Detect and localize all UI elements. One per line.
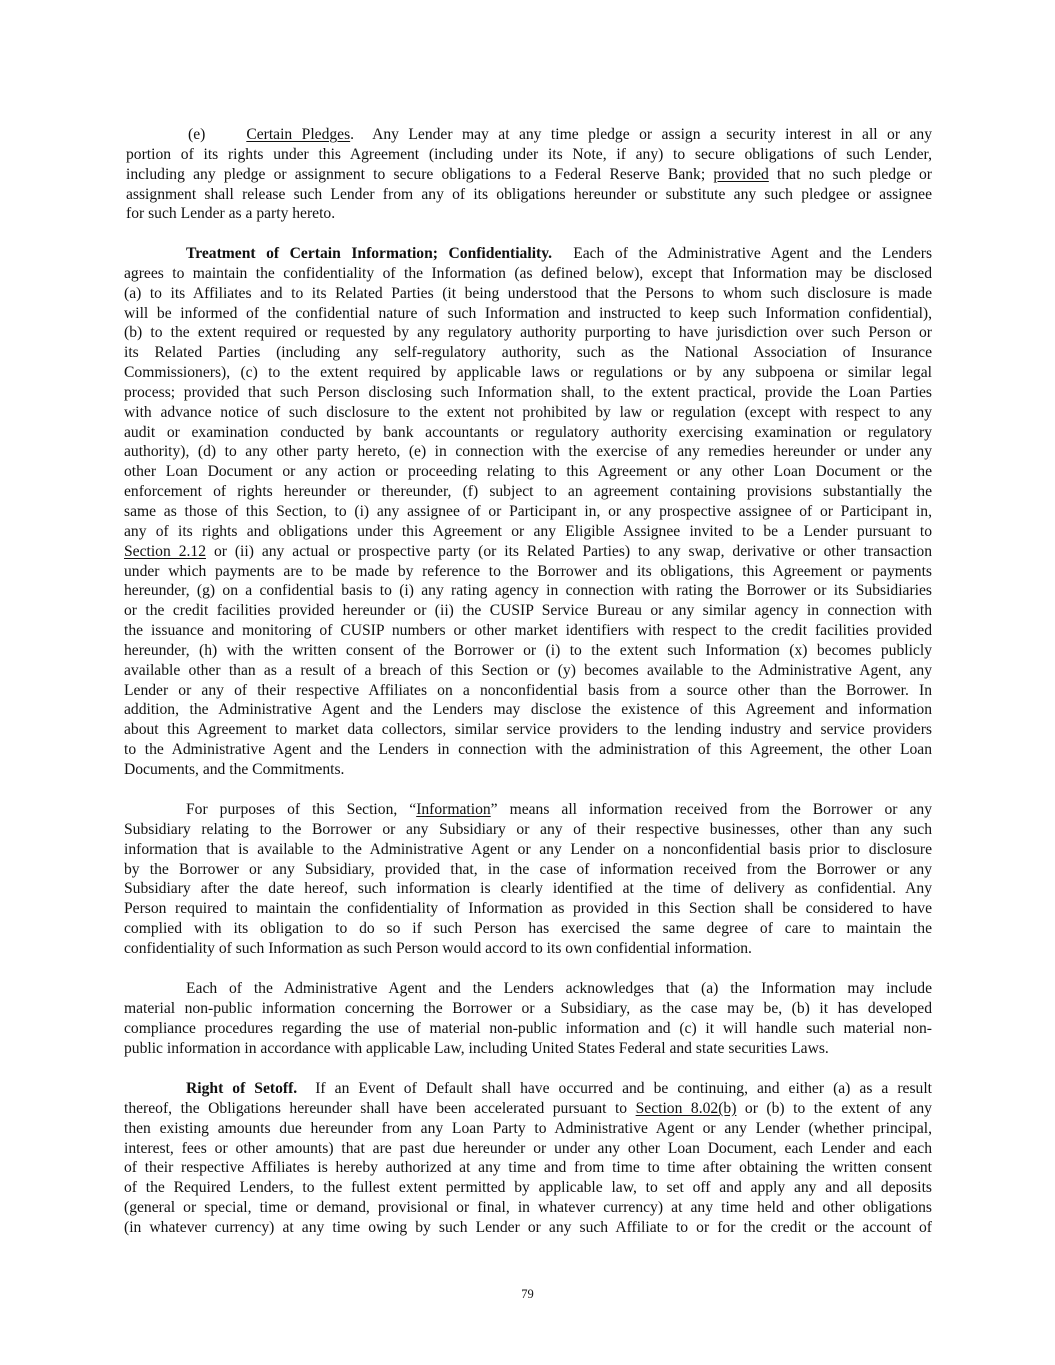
paragraph-right-of-setoff bbox=[124, 1079, 932, 1238]
text-line: (general or special, time or demand, provisional or final, in whatever currency) at any time held and other obligations bbox=[124, 1199, 932, 1217]
text-line: the issuance and monitoring of CUSIP numbers or other market identifiers with respect to the credit facilities provided bbox=[124, 622, 932, 640]
text-line: or the credit facilities provided hereunder or (ii) the CUSIP Service Bureau or any similar agency in connection with bbox=[124, 602, 932, 620]
paragraph-mnpi-acknowledgement bbox=[124, 979, 932, 1058]
text-span: that no such pledge or bbox=[777, 165, 932, 183]
defined-term-information: Information bbox=[416, 801, 491, 818]
text-span: or (b) to the extent of any bbox=[744, 1099, 932, 1117]
text-line: to the Administrative Agent and the Lenders in connection with the administration of this Agreement, the other Loan bbox=[124, 741, 932, 759]
text-line: (e) Certain Pledges. Any Lender may at any time pledge or assign a security interest in all or any bbox=[188, 126, 932, 143]
text-line: information that is available to the Administrative Agent or any Lender on a nonconfidential basis prior to disclosure bbox=[124, 840, 932, 858]
paragraph-certain-pledges bbox=[126, 125, 932, 224]
text-line: compliance procedures regarding the use of material non-public information and (c) it will handle such material non- bbox=[124, 1019, 932, 1037]
text-line: then existing amounts due hereunder from any Loan Party to Administrative Agent or any Lender (whether principal, bbox=[124, 1119, 932, 1137]
text-line: about this Agreement to market data collectors, similar service providers to the lending industry and service providers bbox=[124, 721, 932, 739]
text-span: or (ii) any actual or prospective party (or its Related Parties) to any swap, derivative or other transaction bbox=[213, 542, 932, 560]
text-span: If an Event of Default shall have occurred and be continuing, and either (a) as a result bbox=[315, 1080, 933, 1097]
text-line bbox=[124, 979, 932, 999]
text-line: confidentiality of such Information as such Person would accord to its own confidential information. bbox=[124, 939, 752, 957]
paragraph-confidentiality bbox=[124, 244, 932, 780]
text-line: (in whatever currency) at any time owing by such Lender or any such Affiliate to or for the credit or the account of bbox=[124, 1218, 932, 1236]
section-reference-link[interactable]: Section 2.12 bbox=[124, 542, 206, 560]
clause-label: (e) bbox=[188, 126, 206, 143]
text-line: its Related Parties (including any self-regulatory authority, such as the National Association of Insurance bbox=[124, 344, 932, 362]
section-heading: Treatment of Certain Information; Confidentiality. bbox=[186, 245, 553, 262]
text-line: audit or examination conducted by bank accountants or regulatory authority exercising examination or regulatory bbox=[124, 423, 932, 441]
text-line bbox=[126, 165, 932, 185]
text-line: available other than as a result of a breach of this Section or (y) becomes available to the Administrative Agent, any bbox=[124, 661, 932, 679]
text-line bbox=[124, 542, 932, 562]
text-span: including any pledge or assignment to secure obligations to a Federal Reserve Bank; bbox=[126, 165, 706, 183]
text-line: hereunder, (g) on a confidential basis to (i) any rating agency in connection with rating the Borrower or its Subsidiaries bbox=[124, 582, 932, 600]
text-line: of the Required Lenders, to the fullest extent permitted by applicable law, to set off and apply any and all deposits bbox=[124, 1179, 932, 1197]
text-line: under which payments are to be made by reference to the Borrower and its obligations, this Agreement or payments bbox=[124, 562, 932, 580]
text-line bbox=[124, 1079, 932, 1099]
text-line: addition, the Administrative Agent and the Lenders may disclose the existence of this Agreement and information bbox=[124, 701, 932, 719]
text-line bbox=[124, 1099, 932, 1119]
text-line: (a) to its Affiliates and to its Related Parties (it being understood that the Persons to whom such disclosure is made bbox=[124, 284, 932, 302]
section-heading: Right of Setoff. bbox=[186, 1080, 298, 1097]
section-heading: Certain Pledges bbox=[246, 126, 351, 143]
text-line: public information in accordance with applicable Law, including United States Federal and state securities Laws. bbox=[124, 1039, 829, 1057]
text-line: Documents, and the Commitments. bbox=[124, 760, 345, 778]
text-span: ” means all information received from the Borrower or any bbox=[490, 801, 932, 818]
page-number: 79 bbox=[521, 1287, 534, 1301]
text-span: thereof, the Obligations hereunder shall have been accelerated pursuant to bbox=[124, 1099, 628, 1117]
text-line: Subsidiary relating to the Borrower or any Subsidiary or any of their respective businesses, other than any such bbox=[124, 820, 932, 838]
text-line: of their respective Affiliates is hereby authorized at any time and from time to time after obtaining the written consent bbox=[124, 1159, 932, 1177]
text-line: will be informed of the confidential nature of such Information and instructed to keep such Information confidential), bbox=[124, 304, 932, 322]
text-line: other Loan Document or any action or proceeding relating to this Agreement or any other Loan Document or the bbox=[124, 463, 932, 481]
text-line: with advance notice of such disclosure to the extent not prohibited by law or regulation (except with respect to any bbox=[124, 403, 932, 421]
text-line: any of its rights and obligations under this Agreement or any Eligible Assignee invited to be a Lender pursuant to bbox=[124, 522, 932, 540]
text-line: interest, fees or other amounts) that are past due hereunder or under any other Loan Document, each Lender and each bbox=[124, 1139, 932, 1157]
text-line: Commissioners), (c) to the extent required by applicable laws or regulations or by any subpoena or similar legal bbox=[124, 364, 932, 382]
text-span: Each of the Administrative Agent and the Lenders acknowledges that (a) the Information may include bbox=[186, 980, 932, 997]
text-line: authority), (d) to any other party hereto, (e) in connection with the exercise of any remedies hereunder or under any bbox=[124, 443, 932, 461]
text-line: material non-public information concerning the Borrower or a Subsidiary, as the case may be, (b) it has developed bbox=[124, 999, 932, 1017]
text-line: (b) to the extent required or requested by any regulatory authority purporting to have jurisdiction over such Person or bbox=[124, 324, 932, 342]
text-line: for such Lender as a party hereto. bbox=[126, 205, 336, 223]
text-span: Any Lender may at any time pledge or assign a security interest in all or any bbox=[372, 126, 932, 143]
text-line: complied with its obligation to do so if such Person has exercised the same degree of care to maintain the bbox=[124, 920, 932, 938]
text-line: agrees to maintain the confidentiality of the Information (as defined below), except that Information may be disclosed bbox=[124, 264, 932, 282]
text-line: Person required to maintain the confidentiality of Information as provided in this Section shall be considered to have bbox=[124, 900, 932, 918]
defined-term-provided: provided bbox=[713, 165, 769, 183]
text-line: same as those of this Section, to (i) any assignee of or Participant in, or any prospective assignee of or Participant in, bbox=[124, 502, 932, 520]
paragraph-information-definition bbox=[124, 800, 932, 959]
text-line: enforcement of rights hereunder or thereunder, (f) subject to an agreement containing provisions substantially the bbox=[124, 483, 932, 501]
section-reference-link[interactable]: Section 8.02(b) bbox=[635, 1099, 737, 1117]
text-line: process; provided that such Person disclosing such Information shall, to the extent practical, provide the Loan Parties bbox=[124, 383, 932, 401]
text-line: by the Borrower or any Subsidiary, provided that, in the case of information received from the Borrower or any bbox=[124, 860, 932, 878]
text-line: Subsidiary after the date hereof, such information is clearly identified at the time of delivery as confidential. Any bbox=[124, 880, 932, 898]
text-span: For purposes of this Section, “ bbox=[186, 801, 417, 818]
text-line: portion of its rights under this Agreement (including under its Note, if any) to secure obligations of such Lender, bbox=[126, 145, 932, 163]
text-line: hereunder, (h) with the written consent of the Borrower or (i) to the extent such Information (x) becomes publicly bbox=[124, 641, 932, 659]
text-line bbox=[124, 244, 932, 264]
text-line: Lender or any of their respective Affiliates on a nonconfidential basis from a source other than the Borrower. In bbox=[124, 681, 932, 699]
text-line: assignment shall release such Lender from any of its obligations hereunder or substitute any such pledgee or assignee bbox=[126, 185, 932, 203]
text-line bbox=[124, 800, 932, 820]
text-span: Each of the Administrative Agent and the Lenders bbox=[573, 245, 933, 262]
